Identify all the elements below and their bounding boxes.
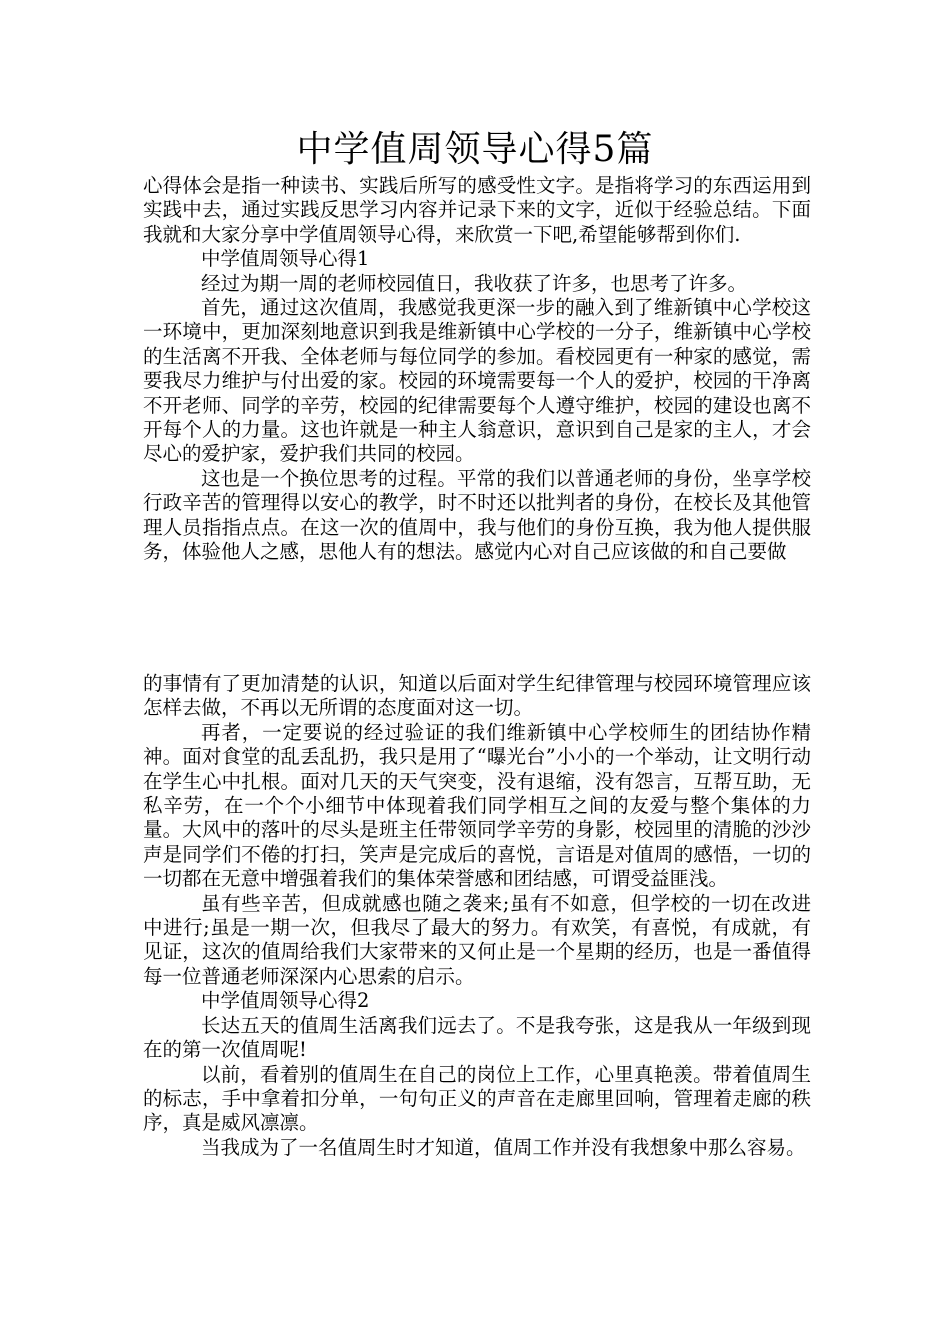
document-body-top <box>143 174 811 565</box>
section-heading-1: 中学值周领导心得1 <box>201 247 370 271</box>
document-title: 中学值周领导心得5篇 <box>296 129 654 170</box>
paragraph: 经过为期一周的老师校园值日，我收获了许多，也思考了许多。 <box>201 271 748 295</box>
paragraph: 虽有些辛苦，但成就感也随之袭来;虽有不如意，但学校的一切在改进中进行;虽是一期一次，但我尽了最大的努力。有欢笑，有喜悦，有成就，有见证，这次的值周给我们大家带来的又何止是一个星期的经历，也是一番值得每一位普通老师深深内心思索的启示。 <box>143 891 811 988</box>
document-body-bottom <box>143 672 811 1160</box>
paragraph: 再者，一定要说的经过验证的我们维新镇中心学校师生的团结协作精神。面对食堂的乱丢乱扔，我只是用了“曝光台”小小的一个举动，让文明行动在学生心中扎根。面对几天的天气突变，没有退缩，没有怨言，互帮互助，无私辛劳，在一个个小细节中体现着我们同学相互之间的友爱与整个集体的力量。大风中的落叶的尽头是班主任带领同学辛劳的身影，校园里的清脆的沙沙声是同学们不倦的打扫，笑声是完成后的喜悦，言语是对值周的感悟，一切的一切都在无意中增强着我们的集体荣誉感和团结感，可谓受益匪浅。 <box>143 720 811 891</box>
paragraph: 以前，看着别的值周生在自己的岗位上工作，心里真艳羡。带着值周生的标志，手中拿着扣分单，一句句正义的声音在走廊里回响，管理着走廊的秩序，真是威风凛凛。 <box>143 1062 811 1135</box>
section-heading-2: 中学值周领导心得2 <box>201 989 370 1013</box>
paragraph: 长达五天的值周生活离我们远去了。不是我夸张，这是我从一年级到现在的第一次值周呢! <box>143 1013 811 1062</box>
paragraph: 这也是一个换位思考的过程。平常的我们以普通老师的身份，坐享学校行政辛苦的管理得以安心的教学，时不时还以批判者的身份，在校长及其他管理人员指指点点。在这一次的值周中，我与他们的身份互换，我为他人提供服务，体验他人之感，思他人有的想法。感觉内心对自己应该做的和自己要做 <box>143 466 811 564</box>
continued-paragraph: 的事情有了更加清楚的认识，知道以后面对学生纪律管理与校园环境管理应该怎样去做，不再以无所谓的态度面对这一切。 <box>143 672 811 720</box>
intro-paragraph: 心得体会是指一种读书、实践后所写的感受性文字。是指将学习的东西运用到实践中去，通过实践反思学习内容并记录下来的文字，近似于经验总结。下面我就和大家分享中学值周领导心得，来欣赏一下吧,希望能够帮到你们. <box>143 174 811 246</box>
paragraph: 首先，通过这次值周，我感觉我更深一步的融入到了维新镇中心学校这一环境中，更加深刻地意识到我是维新镇中心学校的一分子，维新镇中心学校的生活离不开我、全体老师与每位同学的参加。看校园更有一种家的感觉，需要我尽力维护与付出爱的家。校园的环境需要每一个人的爱护，校园的干净离不开老师、同学的辛劳，校园的纪律需要每个人遵守维护，校园的建设也离不开每个人的力量。这也许就是一种主人翁意识，意识到自己是家的主人，才会尽心的爱护家，爱护我们共同的校园。 <box>143 296 811 466</box>
paragraph: 当我成为了一名值周生时才知道，值周工作并没有我想象中那么容易。 <box>201 1135 806 1159</box>
